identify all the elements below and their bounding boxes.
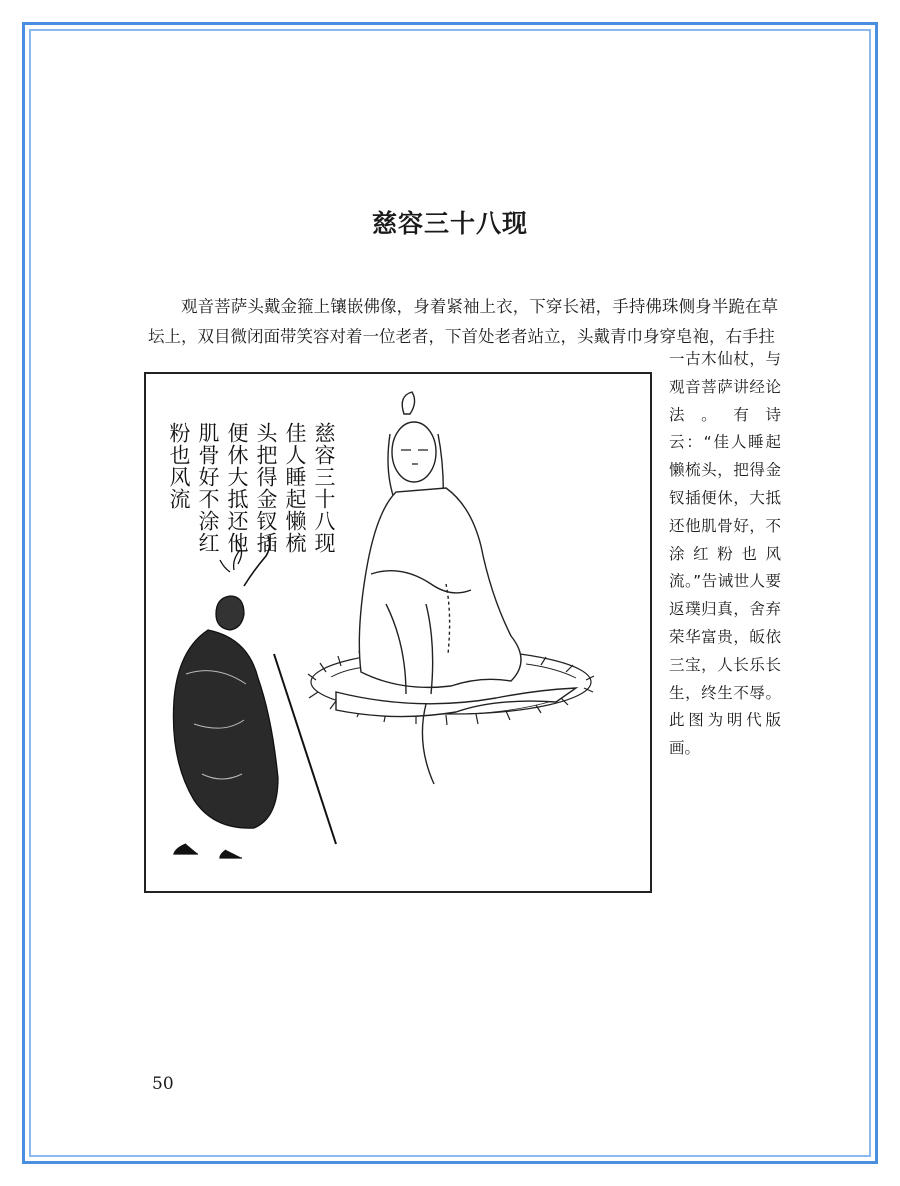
- inscription-column: 粉也风流: [167, 422, 191, 510]
- guanyin-figure: [336, 392, 576, 784]
- page-number: 50: [152, 1074, 174, 1094]
- poem-inscription: [166, 422, 337, 582]
- woodblock-illustration: [144, 372, 652, 893]
- inscription-column: 慈容三十八现: [312, 422, 336, 554]
- side-paragraph: 一古木仙杖，与观音菩萨讲经论法。有诗云：“佳人睡起懒梳头，把得金钗插便休，大抵还他肌骨好，不涂红粉也风流。”告诫世人要返璞归真，舍弃荣华富贵，皈依三宝，人长乐长生，终生不辱。此图为明代版画。: [669, 350, 781, 758]
- inscription-column: 佳人睡起懒梳: [283, 422, 307, 554]
- page-title: 慈容三十八现: [371, 209, 528, 238]
- elder-figure: [173, 536, 336, 858]
- inscription-column: 头把得金钗插: [254, 422, 278, 554]
- inscription-column: 肌骨好不涂红: [196, 422, 220, 554]
- inscription-column: 便休大抵还他: [225, 422, 249, 554]
- body-paragraph: 观音菩萨头戴金箍上镶嵌佛像，身着紧袖上衣，下穿长裙，手持佛珠侧身半跪在草坛上，双目微闭面带笑容对着一位老者，下首处老者站立，头戴青巾身穿皂袍，右手拄: [148, 297, 778, 346]
